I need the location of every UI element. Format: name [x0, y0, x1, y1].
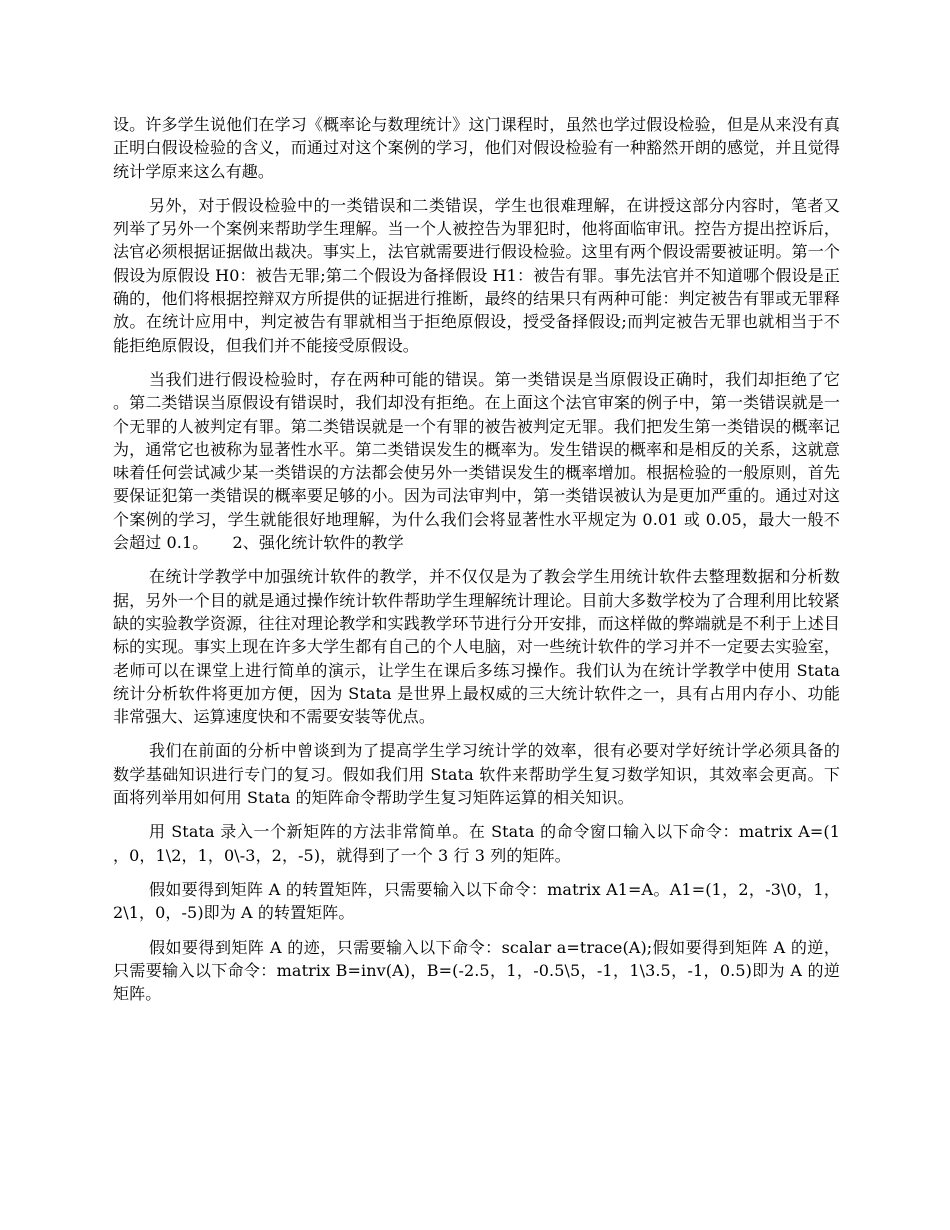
paragraph-matrix-transpose: 假如要得到矩阵 A 的转置矩阵，只需要输入以下命令：matrix A1=A。A1=(1，2，-3\0，1，2\1，0，-5)即为 A 的转置矩阵。 — [113, 879, 840, 923]
paragraph-type-errors-court-case: 另外，对于假设检验中的一类错误和二类错误，学生也很难理解，在讲授这部分内容时，笔者又列举了另外一个案例来帮助学生理解。当一个人被控告为罪犯时，他将面临审讯。控告方提出控诉后，法官必须根据证据做出裁决。事实上，法官就需要进行假设检验。这里有两个假设需要被证明。第一个假设为原假设 H0：被告无罪;第二个假设为备择假设 H1：被告有罪。事先法官并不知道哪个假设是正确的，他们将根据控辩双方所提供的证据进行推断，最终的结果只有两种可能：判定被告有罪或无罪释放。在统计应用中，判定被告有罪就相当于拒绝原假设，授受备择假设;而判定被告无罪也就相当于不能拒绝原假设，但我们并不能接受原假设。 — [113, 195, 840, 355]
paragraph-hypothesis-testing-conclusion: 设。许多学生说他们在学习《概率论与数理统计》这门课程时，虽然也学过假设检验，但是从来没有真正明白假设检验的含义，而通过对这个案例的学习，他们对假设检验有一种豁然开朗的感觉，并且觉得统计学原来这么有趣。 — [113, 115, 840, 181]
paragraph-statistical-software-teaching: 在统计学教学中加强统计软件的教学，并不仅仅是为了教会学生用统计软件去整理数据和分析数据，另外一个目的就是通过操作统计软件帮助学生理解统计理论。目前大多数学校为了合理利用比较紧缺的实验教学资源，往往对理论教学和实践教学环节进行分开安排，而这样做的弊端就是不利于上述目标的实现。事实上现在许多大学生都有自己的个人电脑，对一些统计软件的学习并不一定要去实验室，老师可以在课堂上进行简单的演示，让学生在课后多练习操作。我们认为在统计学教学中使用 Stata 统计分析软件将更加方便，因为 Stata 是世界上最权威的三大统计软件之一，具有占用内存小、功能非常强大、运算速度快和不需要安装等优点。 — [113, 567, 840, 727]
paragraph-math-review-with-stata: 我们在前面的分析中曾谈到为了提高学生学习统计学的效率，很有必要对学好统计学必须具备的数学基础知识进行专门的复习。假如我们用 Stata 软件来帮助学生复习数学知识，其效率会更高。下面将列举用如何用 Stata 的矩阵命令帮助学生复习矩阵运算的相关知识。 — [113, 741, 840, 808]
document-page — [113, 113, 840, 1016]
paragraph-matrix-trace-inverse: 假如要得到矩阵 A 的迹，只需要输入以下命令：scalar a=trace(A);假如要得到矩阵 A 的逆，只需要输入以下命令：matrix B=inv(A)，B=(-2.5，1，-0.5\5，-1，1\3.5，-1，0.5)即为 A 的逆矩阵。 — [113, 937, 840, 1004]
paragraph-matrix-input: 用 Stata 录入一个新矩阵的方法非常简单。在 Stata 的命令窗口输入以下命令：matrix A=(1，0，1\2，1，0\-3，2，-5)，就得到了一个 3 行 3 列的矩阵。 — [113, 822, 840, 865]
paragraph-two-error-types: 当我们进行假设检验时，存在两种可能的错误。第一类错误是当原假设正确时，我们却拒绝了它。第二类错误当原假设有错误时，我们却没有拒绝。在上面这个法官审案的例子中，第一类错误就是一个无罪的人被判定有罪。第二类错误就是一个有罪的被告被判定无罪。我们把发生第一类错误的概率记为，通常它也被称为显著性水平。第二类错误发生的概率为。发生错误的概率和是相反的关系，这就意味着任何尝试减少某一类错误的方法都会使另外一类错误发生的概率增加。根据检验的一般原则，首先要保证犯第一类错误的概率要足够的小。因为司法审判中，第一类错误被认为是更加严重的。通过对这个案例的学习，学生就能很好地理解，为什么我们会将显著性水平规定为 0.01 或 0.05，最大一般不会超过 0.1。 2、强化统计软件的教学 — [113, 369, 840, 553]
